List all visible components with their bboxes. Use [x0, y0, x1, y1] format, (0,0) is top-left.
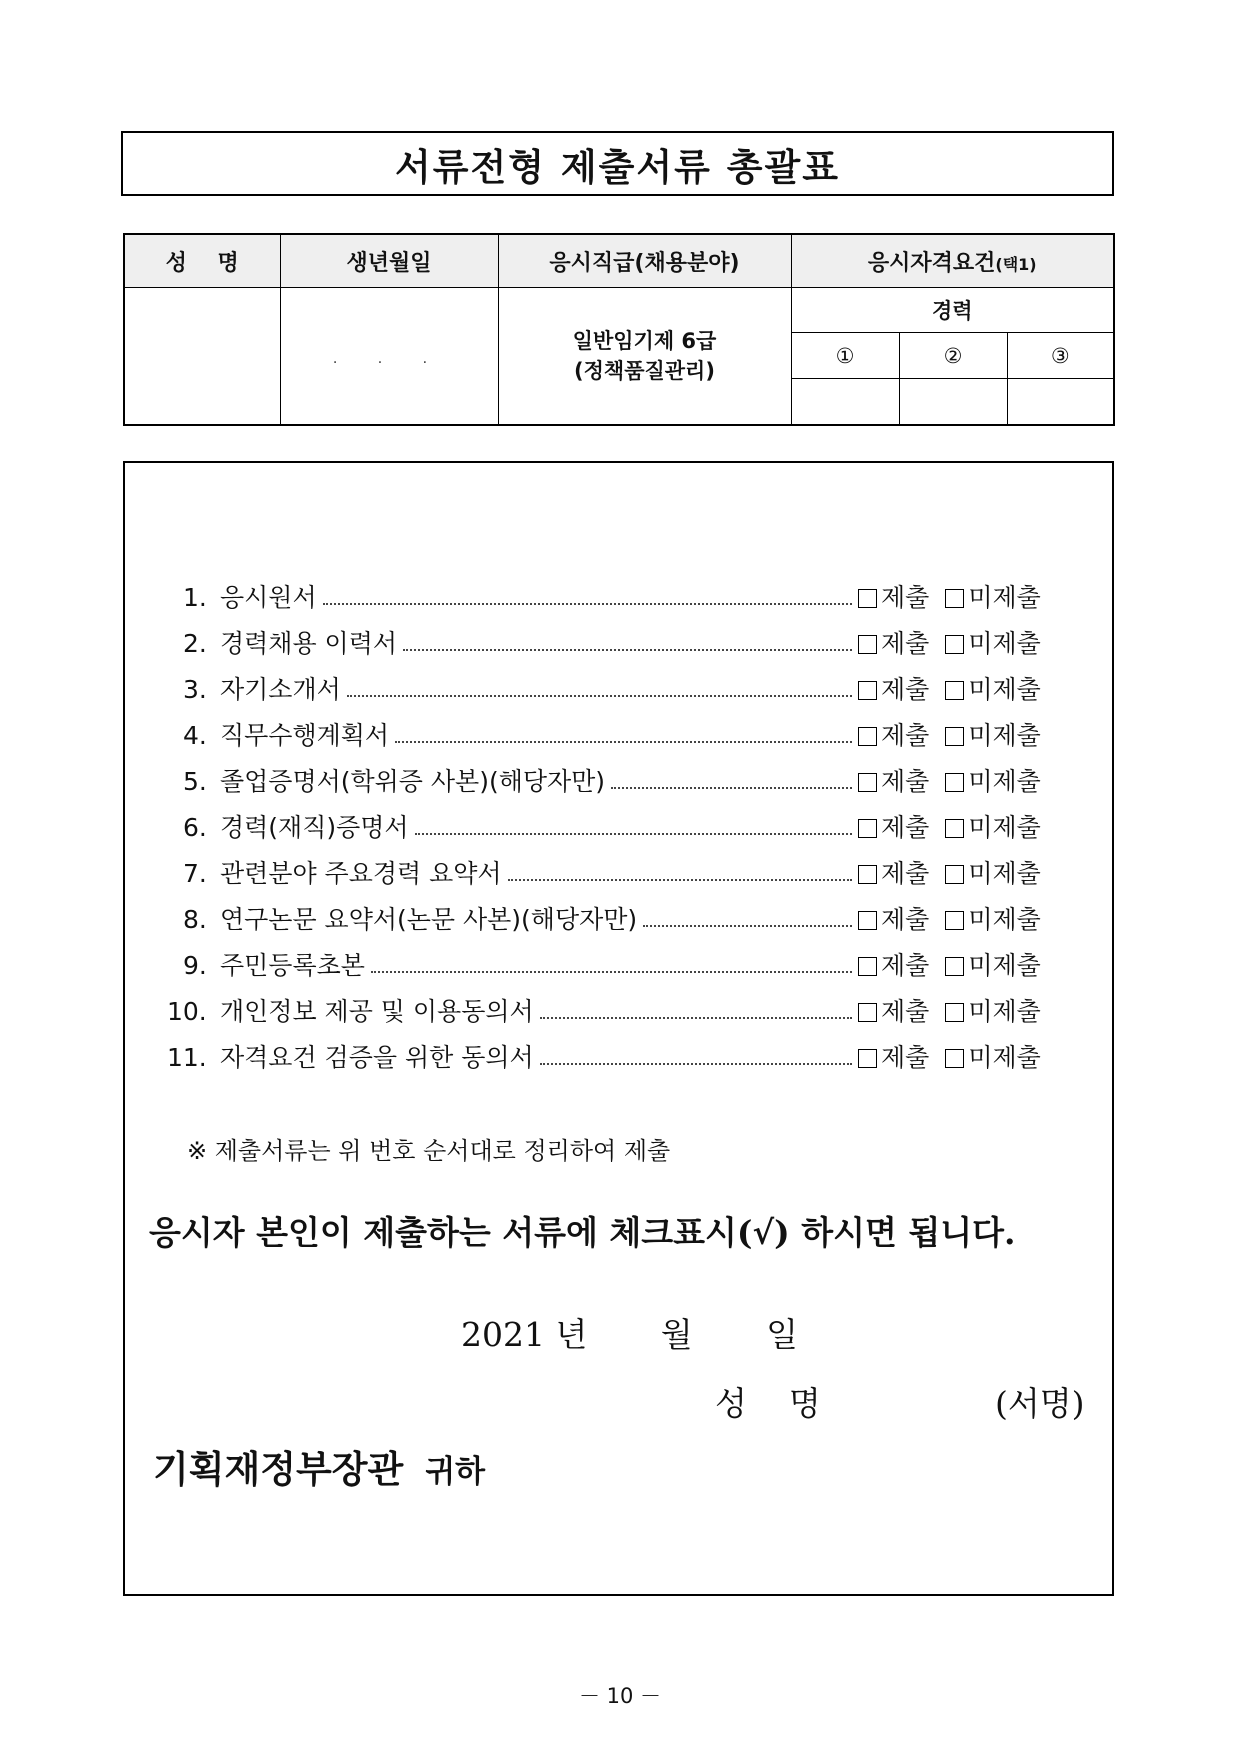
qualification-header-label: 응시자격요건: [867, 250, 996, 276]
check-instruction: 응시자 본인이 제출하는 서류에 체크표시(√) 하시면 됩니다.: [149, 1213, 1016, 1252]
submitted-label: 제출: [881, 583, 930, 612]
document-list: [125, 575, 1112, 1081]
document-checklist-box: [123, 461, 1114, 1596]
qualification-header: [791, 234, 1114, 288]
not-submitted-checkbox[interactable]: [945, 727, 964, 746]
career-check-cell-1[interactable]: [791, 379, 899, 425]
document-label: 주민등록초본: [220, 943, 371, 989]
submitted-label: 제출: [881, 951, 930, 980]
not-submitted-checkbox[interactable]: [945, 773, 964, 792]
document-label: 경력채용 이력서: [220, 621, 403, 667]
submitted-label: 제출: [881, 997, 930, 1026]
document-number: 9.: [183, 951, 207, 980]
list-item: [125, 1035, 1112, 1081]
dotted-leader: [540, 989, 852, 1019]
document-title-box: [121, 131, 1114, 196]
recipient-name: 기획재정부장관: [153, 1447, 404, 1491]
submitted-checkbox[interactable]: [858, 635, 877, 654]
date-line: 2021 년 월 일: [461, 1315, 798, 1354]
career-check-cell-3[interactable]: [1007, 379, 1114, 425]
submission-checks: [852, 1035, 1041, 1081]
submitted-label: 제출: [881, 813, 930, 842]
not-submitted-label: 미제출: [968, 905, 1041, 934]
document-label: 연구논문 요약서(논문 사본)(해당자만): [220, 897, 643, 943]
not-submitted-checkbox[interactable]: [945, 589, 964, 608]
submitted-label: 제출: [881, 1043, 930, 1072]
list-item: [125, 621, 1112, 667]
document-number: 2.: [183, 629, 207, 658]
list-item: [125, 943, 1112, 989]
submitted-label: 제출: [881, 721, 930, 750]
birth-placeholder: . . .: [332, 350, 446, 367]
list-item: [125, 575, 1112, 621]
list-item: [125, 897, 1112, 943]
list-item: [125, 805, 1112, 851]
document-number: 6.: [183, 813, 207, 842]
submission-checks: [852, 713, 1041, 759]
dotted-leader: [611, 759, 852, 789]
submitted-checkbox[interactable]: [858, 1003, 877, 1022]
submitted-checkbox[interactable]: [858, 1049, 877, 1068]
submission-checks: [852, 897, 1041, 943]
submission-checks: [852, 851, 1041, 897]
list-item: [125, 989, 1112, 1035]
recipient-line: [153, 1439, 485, 1493]
document-number: 3.: [183, 675, 207, 704]
not-submitted-label: 미제출: [968, 767, 1041, 796]
career-check-cell-2[interactable]: [899, 379, 1007, 425]
submitted-checkbox[interactable]: [858, 727, 877, 746]
ordering-note: ※ 제출서류는 위 번호 순서대로 정리하여 제출: [187, 1137, 671, 1165]
position-line2: (정책품질관리): [574, 358, 715, 383]
list-item: [125, 667, 1112, 713]
dotted-leader: [643, 897, 852, 927]
not-submitted-label: 미제출: [968, 583, 1041, 612]
not-submitted-label: 미제출: [968, 859, 1041, 888]
document-label: 자기소개서: [220, 667, 347, 713]
dotted-leader: [540, 1035, 852, 1065]
submission-checks: [852, 989, 1041, 1035]
submitted-label: 제출: [881, 629, 930, 658]
not-submitted-label: 미제출: [968, 629, 1041, 658]
list-item: [125, 759, 1112, 805]
not-submitted-label: 미제출: [968, 1043, 1041, 1072]
submitted-label: 제출: [881, 905, 930, 934]
document-label: 졸업증명서(학위증 사본)(해당자만): [220, 759, 611, 805]
dotted-leader: [347, 667, 852, 697]
document-number: 5.: [183, 767, 207, 796]
document-number: 10.: [167, 997, 207, 1026]
name-header: 성 명: [124, 234, 280, 288]
signature-label: 성 명: [715, 1384, 821, 1423]
submitted-checkbox[interactable]: [858, 681, 877, 700]
document-title: 서류전형 제출서류 총괄표: [395, 145, 840, 189]
submission-checks: [852, 943, 1041, 989]
document-label: 경력(재직)증명서: [220, 805, 415, 851]
submitted-label: 제출: [881, 767, 930, 796]
not-submitted-label: 미제출: [968, 721, 1041, 750]
dotted-leader: [415, 805, 852, 835]
dotted-leader: [508, 851, 852, 881]
submission-checks: [852, 805, 1041, 851]
dotted-leader: [395, 713, 852, 743]
submitted-label: 제출: [881, 675, 930, 704]
document-number: 8.: [183, 905, 207, 934]
submission-checks: [852, 621, 1041, 667]
not-submitted-checkbox[interactable]: [945, 865, 964, 884]
submitted-checkbox[interactable]: [858, 957, 877, 976]
not-submitted-label: 미제출: [968, 813, 1041, 842]
name-value-cell[interactable]: [124, 288, 280, 425]
position-line1: 일반임기제 6급: [572, 328, 717, 353]
submission-checks: [852, 575, 1041, 621]
submitted-checkbox[interactable]: [858, 911, 877, 930]
recipient-suffix: 귀하: [425, 1454, 486, 1490]
page-number: － 10 －: [578, 1684, 662, 1708]
birth-value-cell[interactable]: [280, 288, 498, 425]
applicant-info-table: [123, 233, 1115, 426]
career-option-2: ②: [899, 333, 1007, 379]
not-submitted-checkbox[interactable]: [945, 1003, 964, 1022]
career-label: 경력: [791, 288, 1114, 333]
signature-mark[interactable]: (서명): [995, 1384, 1085, 1423]
not-submitted-label: 미제출: [968, 997, 1041, 1026]
submitted-checkbox[interactable]: [858, 819, 877, 838]
dotted-leader: [371, 943, 852, 973]
submitted-checkbox[interactable]: [858, 865, 877, 884]
position-header: 응시직급(채용분야): [498, 234, 791, 288]
not-submitted-checkbox[interactable]: [945, 911, 964, 930]
not-submitted-checkbox[interactable]: [945, 635, 964, 654]
document-label: 자격요건 검증을 위한 동의서: [220, 1035, 540, 1081]
submitted-label: 제출: [881, 859, 930, 888]
submitted-checkbox[interactable]: [858, 773, 877, 792]
not-submitted-label: 미제출: [968, 951, 1041, 980]
career-option-1: ①: [791, 333, 899, 379]
document-label: 직무수행계획서: [220, 713, 395, 759]
submission-checks: [852, 667, 1041, 713]
list-item: [125, 851, 1112, 897]
birth-header: 생년월일: [280, 234, 498, 288]
not-submitted-checkbox[interactable]: [945, 1049, 964, 1068]
dotted-leader: [323, 575, 852, 605]
dotted-leader: [403, 621, 852, 651]
document-number: 1.: [183, 583, 207, 612]
document-label: 개인정보 제공 및 이용동의서: [220, 989, 540, 1035]
document-number: 7.: [183, 859, 207, 888]
career-option-3: ③: [1007, 333, 1114, 379]
submission-checks: [852, 759, 1041, 805]
document-number: 4.: [183, 721, 207, 750]
position-value-cell: [498, 288, 791, 425]
document-label: 응시원서: [220, 575, 323, 621]
document-label: 관련분야 주요경력 요약서: [220, 851, 508, 897]
not-submitted-checkbox[interactable]: [945, 681, 964, 700]
list-item: [125, 713, 1112, 759]
not-submitted-checkbox[interactable]: [945, 957, 964, 976]
submitted-checkbox[interactable]: [858, 589, 877, 608]
not-submitted-label: 미제출: [968, 675, 1041, 704]
not-submitted-checkbox[interactable]: [945, 819, 964, 838]
document-number: 11.: [167, 1043, 207, 1072]
qualification-header-note: (택1): [995, 254, 1037, 274]
